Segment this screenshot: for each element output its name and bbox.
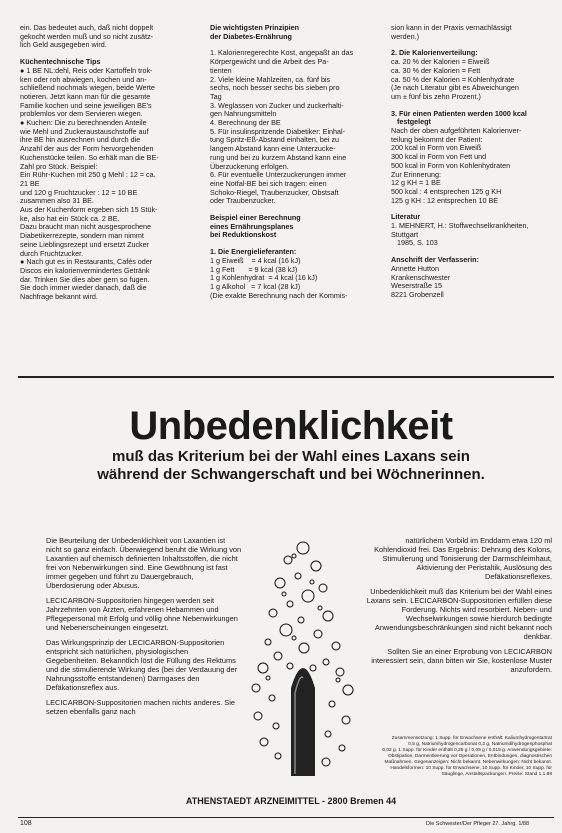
bubble-mark bbox=[292, 636, 296, 640]
text-line: wie Mehl und Zuckeraustauschstoffe auf bbox=[20, 126, 149, 136]
text-line: 21 BE bbox=[20, 178, 40, 188]
bubble-mark bbox=[332, 642, 340, 650]
text-line: 1 g Eiweiß = 4 kcal (16 kJ) bbox=[210, 255, 301, 265]
text-line: Diabetikerrezepte, sondern man nimmt bbox=[20, 231, 144, 241]
text-line: 5. Für insulinspritzende Diabetiker: Einhal- bbox=[210, 126, 346, 136]
bubble-mark bbox=[342, 716, 350, 724]
text-line: 3. Weglassen von Zucker und zuckerhalti- bbox=[210, 100, 344, 110]
text-line: Nachfrage bekannt wird. bbox=[20, 292, 98, 302]
text-line: bei Reduktionskost bbox=[210, 230, 277, 240]
text-line: lich Geld ausgegeben wird. bbox=[20, 40, 107, 50]
ad-bottom-rule bbox=[18, 817, 554, 818]
text-line: ca. 20 % der Kalorien = Eiweiß bbox=[391, 57, 490, 67]
text-line: sion kann in der Praxis vernachlässigt bbox=[391, 23, 512, 32]
text-line: seine Lieblingsrezept und ersetzt Zucker bbox=[20, 239, 150, 249]
text-line: 1 g Kohlenhydrat = 4 kcal (16 kJ) bbox=[210, 273, 318, 283]
bubble-mark bbox=[319, 584, 327, 592]
text-line: Die wichtigsten Prinzipien bbox=[210, 23, 300, 32]
ad-paragraph: Sollten Sie an einer Erprobung von LECICARBON interessiert sein, dann bitten wir Sie, kostenlose Muster anzufordern. bbox=[371, 647, 552, 674]
ad-right-text bbox=[366, 536, 552, 680]
text-line: ke, also hat ein Stück ca. 2 BE. bbox=[20, 213, 120, 223]
text-line: langem Abstand kann eine Unterzucke- bbox=[210, 144, 336, 154]
text-line: oder Traubenzucker. bbox=[210, 196, 276, 206]
text-line: schließend nochmals wiegen, beide Werte bbox=[20, 83, 155, 93]
text-line: gen Nahrungsmitteln bbox=[210, 109, 277, 119]
bubble-mark bbox=[325, 731, 331, 737]
text-line: durch Fruchtzucker. bbox=[20, 248, 84, 258]
bubble-mark bbox=[322, 758, 330, 766]
text-line: Körpergewicht und die Arbeit des Pa- bbox=[210, 57, 329, 67]
small-print-line: Maßnahmen. Gegenanzeigen: Nicht bekannt. Nebenwirkungen: Nicht bekannt. bbox=[384, 760, 552, 765]
text-line: Schoko-Riegel, Traubenzucker, Obstsaft bbox=[210, 187, 339, 197]
text-line: 4. Berechnung der BE bbox=[210, 118, 281, 128]
small-print-line: Handelsformen: 10 Supp. für Erwachsene, 10 Supp. für Kinder, 10 Supp. für bbox=[390, 766, 552, 771]
text-line: 1. MEHNERT, H.: Stoffwechselkrankheiten, Stuttgart bbox=[391, 221, 531, 239]
text-line: tienten bbox=[210, 65, 232, 75]
bubble-mark bbox=[273, 723, 279, 729]
text-line: Zur Erinnerung: bbox=[391, 169, 441, 179]
text-line: rung und bei zu kurzem Abstand kann eine bbox=[210, 152, 347, 162]
bubble-mark bbox=[287, 663, 293, 669]
ad-paragraph: natürlichem Vorbild im Enddarm etwa 120 ml Kohlendioxid frei. Das Ergebnis: Dehnung des Kolons, Stimulierung und Tonisierung der Darmschleimhaut, Aktivierung der Peristaltik, Auslösung des Defäkationsreflexes. bbox=[374, 536, 552, 581]
text-line: und 120 g Fruchtzucker : 12 = 10 BE bbox=[20, 187, 138, 197]
text-line: ● 1 BE NL:dehl, Reis oder Kartoffeln trok- bbox=[20, 65, 153, 75]
bubble-mark bbox=[310, 580, 314, 584]
text-line: Literatur bbox=[391, 212, 421, 222]
text-line: 1 g Fett = 9 kcal (38 kJ) bbox=[210, 264, 298, 274]
bubble-mark bbox=[336, 668, 344, 676]
text-line: Dazu braucht man nicht ausgesprochene bbox=[20, 222, 152, 232]
ad-company-line: ATHENSTAEDT ARZNEIMITTEL - 2800 Bremen 44 bbox=[185, 796, 397, 806]
text-line: (Die exakte Berechnung nach der Kommis- bbox=[210, 290, 348, 300]
text-line: 12 g KH = 1 BE bbox=[391, 178, 441, 188]
text-line: Aus der Kuchenform ergeben sich 15 Stük- bbox=[20, 205, 158, 215]
text-line: 200 kcal in Form von Eiweiß bbox=[391, 143, 482, 153]
text-line: festgelegt bbox=[391, 117, 431, 127]
text-line: eine Notfal-BE bei sich tragen: einen bbox=[210, 178, 327, 188]
bubble-mark bbox=[323, 611, 333, 621]
small-print-line: Säuglinge, Anstaltspackungen. Preise: Stand 1.1.88 bbox=[441, 772, 552, 777]
bubble-mark bbox=[275, 753, 281, 759]
ad-small-print bbox=[338, 736, 552, 778]
bubble-mark bbox=[275, 578, 285, 588]
text-line: 2. Die Kalorienverteilung: bbox=[391, 48, 478, 58]
bubble-mark bbox=[299, 643, 309, 653]
small-print-line: 0,5 g, Natriumhydrogencarbonat 0,2 g, Natriumdihydrogenphosphat bbox=[408, 742, 552, 747]
text-line: Familie kochen und seine jeweiligen BE's bbox=[20, 100, 152, 110]
text-line: 125 g KH : 12 entsprechen 10 BE bbox=[391, 195, 499, 205]
bubble-mark bbox=[329, 701, 335, 707]
text-line: 3. Für einen Patienten werden 1000 kcal bbox=[391, 108, 527, 118]
text-line: Beispiel einer Berechnung bbox=[210, 213, 301, 223]
bubble-mark bbox=[302, 590, 314, 602]
text-line: 8221 Grobenzell bbox=[391, 289, 444, 299]
text-line: Krankenschwester bbox=[391, 272, 451, 282]
bubble-mark bbox=[318, 606, 322, 610]
bubble-mark bbox=[336, 678, 340, 682]
text-line: sechs, noch besser sechs bis sieben pro bbox=[210, 83, 340, 93]
bubble-mark bbox=[274, 652, 282, 660]
left-text-column bbox=[20, 24, 188, 302]
ad-subtitle-line-2: während der Schwangerschaft und bei Wöchnerinnen. bbox=[97, 466, 485, 483]
bubble-mark bbox=[298, 617, 304, 623]
ad-left-text bbox=[46, 536, 242, 722]
text-line: um ± fünf bis zehn Prozent.) bbox=[391, 91, 481, 101]
text-line: eines Ernährungsplanes bbox=[210, 221, 294, 231]
text-line: teilung bekommt der Patient: bbox=[391, 134, 483, 144]
text-line: ken oder roh abwiegen, kochen und an- bbox=[20, 74, 147, 84]
text-line: tung Spritz-Eß-Abstand einhalten, bei zu bbox=[210, 135, 340, 145]
small-print-line: Obstipation, Darmentleerung vor Operationen, Entbindungen, diagnostischen bbox=[388, 754, 552, 759]
text-line: ● Nach gut es in Restaurants, Cafés oder bbox=[20, 257, 153, 267]
bubble-mark bbox=[343, 685, 353, 695]
journal-footer: Die Schwester/Der Pfleger 27. Jahrg. 1/88 bbox=[426, 821, 530, 827]
ad-paragraph: Die Beurteilung der Unbedenklichkeit von Laxantien ist nicht so ganz einfach. Überwiegend beruht die Wirkung von Laxantien auf chemisch definierten Inhaltsstoffen, die nicht frei von Nebenwirkungen sind. Eine Gewöhnung ist fast immer gegeben und führt zu Dauergebrauch, Überdosierung oder Abusus. bbox=[46, 536, 242, 590]
ad-paragraph: LECICARBON-Suppositorien hingegen werden seit Jahrzehnten von Ärzten, erfahrenen Hebammen und Pflegepersonal mit Erfolg und völlig ohne Nebenwirkungen und Nebenerscheinungen eingesetzt. bbox=[46, 596, 238, 632]
text-line: notieren. Jetzt kann man für die gesamte bbox=[20, 91, 151, 101]
bubble-mark bbox=[260, 738, 268, 746]
text-line: Sie doch immer wieder danach, daß die bbox=[20, 283, 147, 293]
text-line: 1. Die Energielieferanten: bbox=[210, 247, 297, 257]
text-line: Annette Hutton bbox=[391, 263, 439, 273]
bubble-mark bbox=[269, 609, 277, 617]
laxative-advertisement bbox=[28, 388, 554, 816]
bubble-mark bbox=[287, 601, 293, 607]
text-line: 1. Kalorienregerechte Kost, angepaßt an das bbox=[210, 48, 354, 58]
bubble-mark bbox=[282, 592, 286, 596]
ad-subtitle-line-1: muß das Kriterium bei der Wahl eines Laxans sein bbox=[112, 448, 470, 465]
text-line: Küchentechnische Tips bbox=[20, 57, 101, 67]
text-line: Anzahl der aus der Form hervorgehenden bbox=[20, 144, 154, 154]
bubble-mark bbox=[297, 542, 309, 554]
text-line: Nach der oben aufgeführten Kalorienver- bbox=[391, 126, 522, 136]
bubble-mark bbox=[310, 665, 316, 671]
text-line: 6. Für eventuelle Unterzuckerungen immer bbox=[210, 170, 347, 180]
bubble-mark bbox=[292, 554, 296, 558]
text-line: (Je nach Literatur gibt es Abweichungen bbox=[391, 83, 519, 93]
bubble-mark bbox=[266, 676, 270, 680]
ad-title: Unbedenklichkeit bbox=[129, 404, 453, 448]
text-line: zusammen also 31 BE. bbox=[20, 196, 94, 206]
text-line: werden.) bbox=[391, 31, 419, 41]
right-text-column bbox=[391, 24, 553, 300]
text-line: Anschrift der Verfasserin: bbox=[391, 255, 479, 265]
bubble-mark bbox=[311, 561, 321, 571]
bubble-mark bbox=[323, 659, 329, 665]
middle-text-column bbox=[210, 24, 374, 300]
bubble-mark bbox=[269, 695, 275, 701]
bubble-mark bbox=[295, 573, 301, 579]
text-line: 1985, S. 103 bbox=[391, 238, 438, 248]
text-line: ein. Das bedeutet auch, daß nicht doppelt bbox=[20, 23, 154, 32]
text-line: 500 kcal in Form von Kohlenhydraten bbox=[391, 160, 511, 170]
text-line: Weserstraße 15 bbox=[391, 281, 442, 291]
text-line: Kuchenstücke teilen. So erhält man die BE- bbox=[20, 152, 159, 162]
text-line: ihre BE hin ausrechnen und durch die bbox=[20, 135, 141, 145]
bubble-mark bbox=[280, 624, 292, 636]
ad-top-rule bbox=[18, 376, 554, 378]
bubble-mark bbox=[254, 712, 262, 720]
text-line: Ein Rühr-Kuchen mit 250 g Mehl : 12 = ca. bbox=[20, 170, 156, 180]
ad-paragraph: Unbedenklichkeit muß das Kriterium bei der Wahl eines Laxans sein. LECICARBON-Suppositorien erfüllen diese Forderung. Nichts wird resorbiert. Neben- und Wechselwirkungen sowie hierdurch bedingte Anwendungsbeschränkungen sind nicht bekannt noch denkbar. bbox=[366, 587, 552, 641]
ad-header bbox=[28, 404, 554, 484]
text-line: gekocht werden muß und so nicht zusätz- bbox=[20, 31, 154, 41]
bubble-mark bbox=[265, 639, 271, 645]
small-print-line: 0,02 g. 1 Supp. für Kinder enthält 0,25 g / 0,09 g / 0,015 g. Anwendungsgebiete: bbox=[382, 748, 552, 753]
text-line: Zahl pro Stück. Beispiel: bbox=[20, 161, 98, 171]
bubble-mark bbox=[284, 556, 292, 564]
text-line: ca. 30 % der Kalorien = Fett bbox=[391, 65, 481, 75]
text-line: Discos ein kalorienvermindertes Getränk bbox=[20, 265, 150, 275]
text-line: 300 kcal in Form von Fett und bbox=[391, 152, 487, 162]
text-line: der Diabetes-Ernährung bbox=[210, 31, 292, 41]
bubble-mark bbox=[252, 684, 260, 692]
text-line: Tag bbox=[210, 91, 222, 101]
bubble-mark bbox=[258, 663, 268, 673]
ad-paragraph: Das Wirkungsprinzip der LECICARBON-Suppositorien entspricht sich natürlichen, physiologischen Gegebenheiten. Bekanntlich löst die Füllung des Rektums und die stimulierende Wirkung des (bei der Verdauung der Nahrungsstoffe entstandenen) Darmgases den Defäkationsreflex aus. bbox=[46, 638, 238, 692]
text-line: ● Kuchen: Die zu berechnenden Anteile bbox=[20, 118, 147, 128]
text-line: Überzuckerung erfolgen. bbox=[210, 161, 289, 171]
text-line: 2. Viele kleine Mahlzeiten, ca. fünf bis bbox=[210, 74, 331, 84]
small-print-line: Zusammensetzung: 1 Supp. für Erwachsene enthält: Kaliumhydrogentartrat bbox=[391, 736, 552, 741]
text-line: dar. Trinken Sie dies aber gern so fugen. bbox=[20, 274, 150, 284]
ad-paragraph: LECICARBON-Suppositorien machen nichts anderes. Sie setzen ebenfalls ganz nach bbox=[46, 698, 235, 716]
text-line: ca. 50 % der Kalorien = Kohlenhydrate bbox=[391, 74, 515, 84]
text-line: problemlos vor dem Servieren wiegen. bbox=[20, 109, 143, 119]
page-number: 108 bbox=[20, 820, 32, 827]
bubble-mark bbox=[314, 630, 322, 638]
text-line: 1 g Alkohol = 7 kcal (28 kJ) bbox=[210, 281, 301, 291]
text-line: 500 kcal : 4 entsprechen 125 g KH bbox=[391, 186, 502, 196]
